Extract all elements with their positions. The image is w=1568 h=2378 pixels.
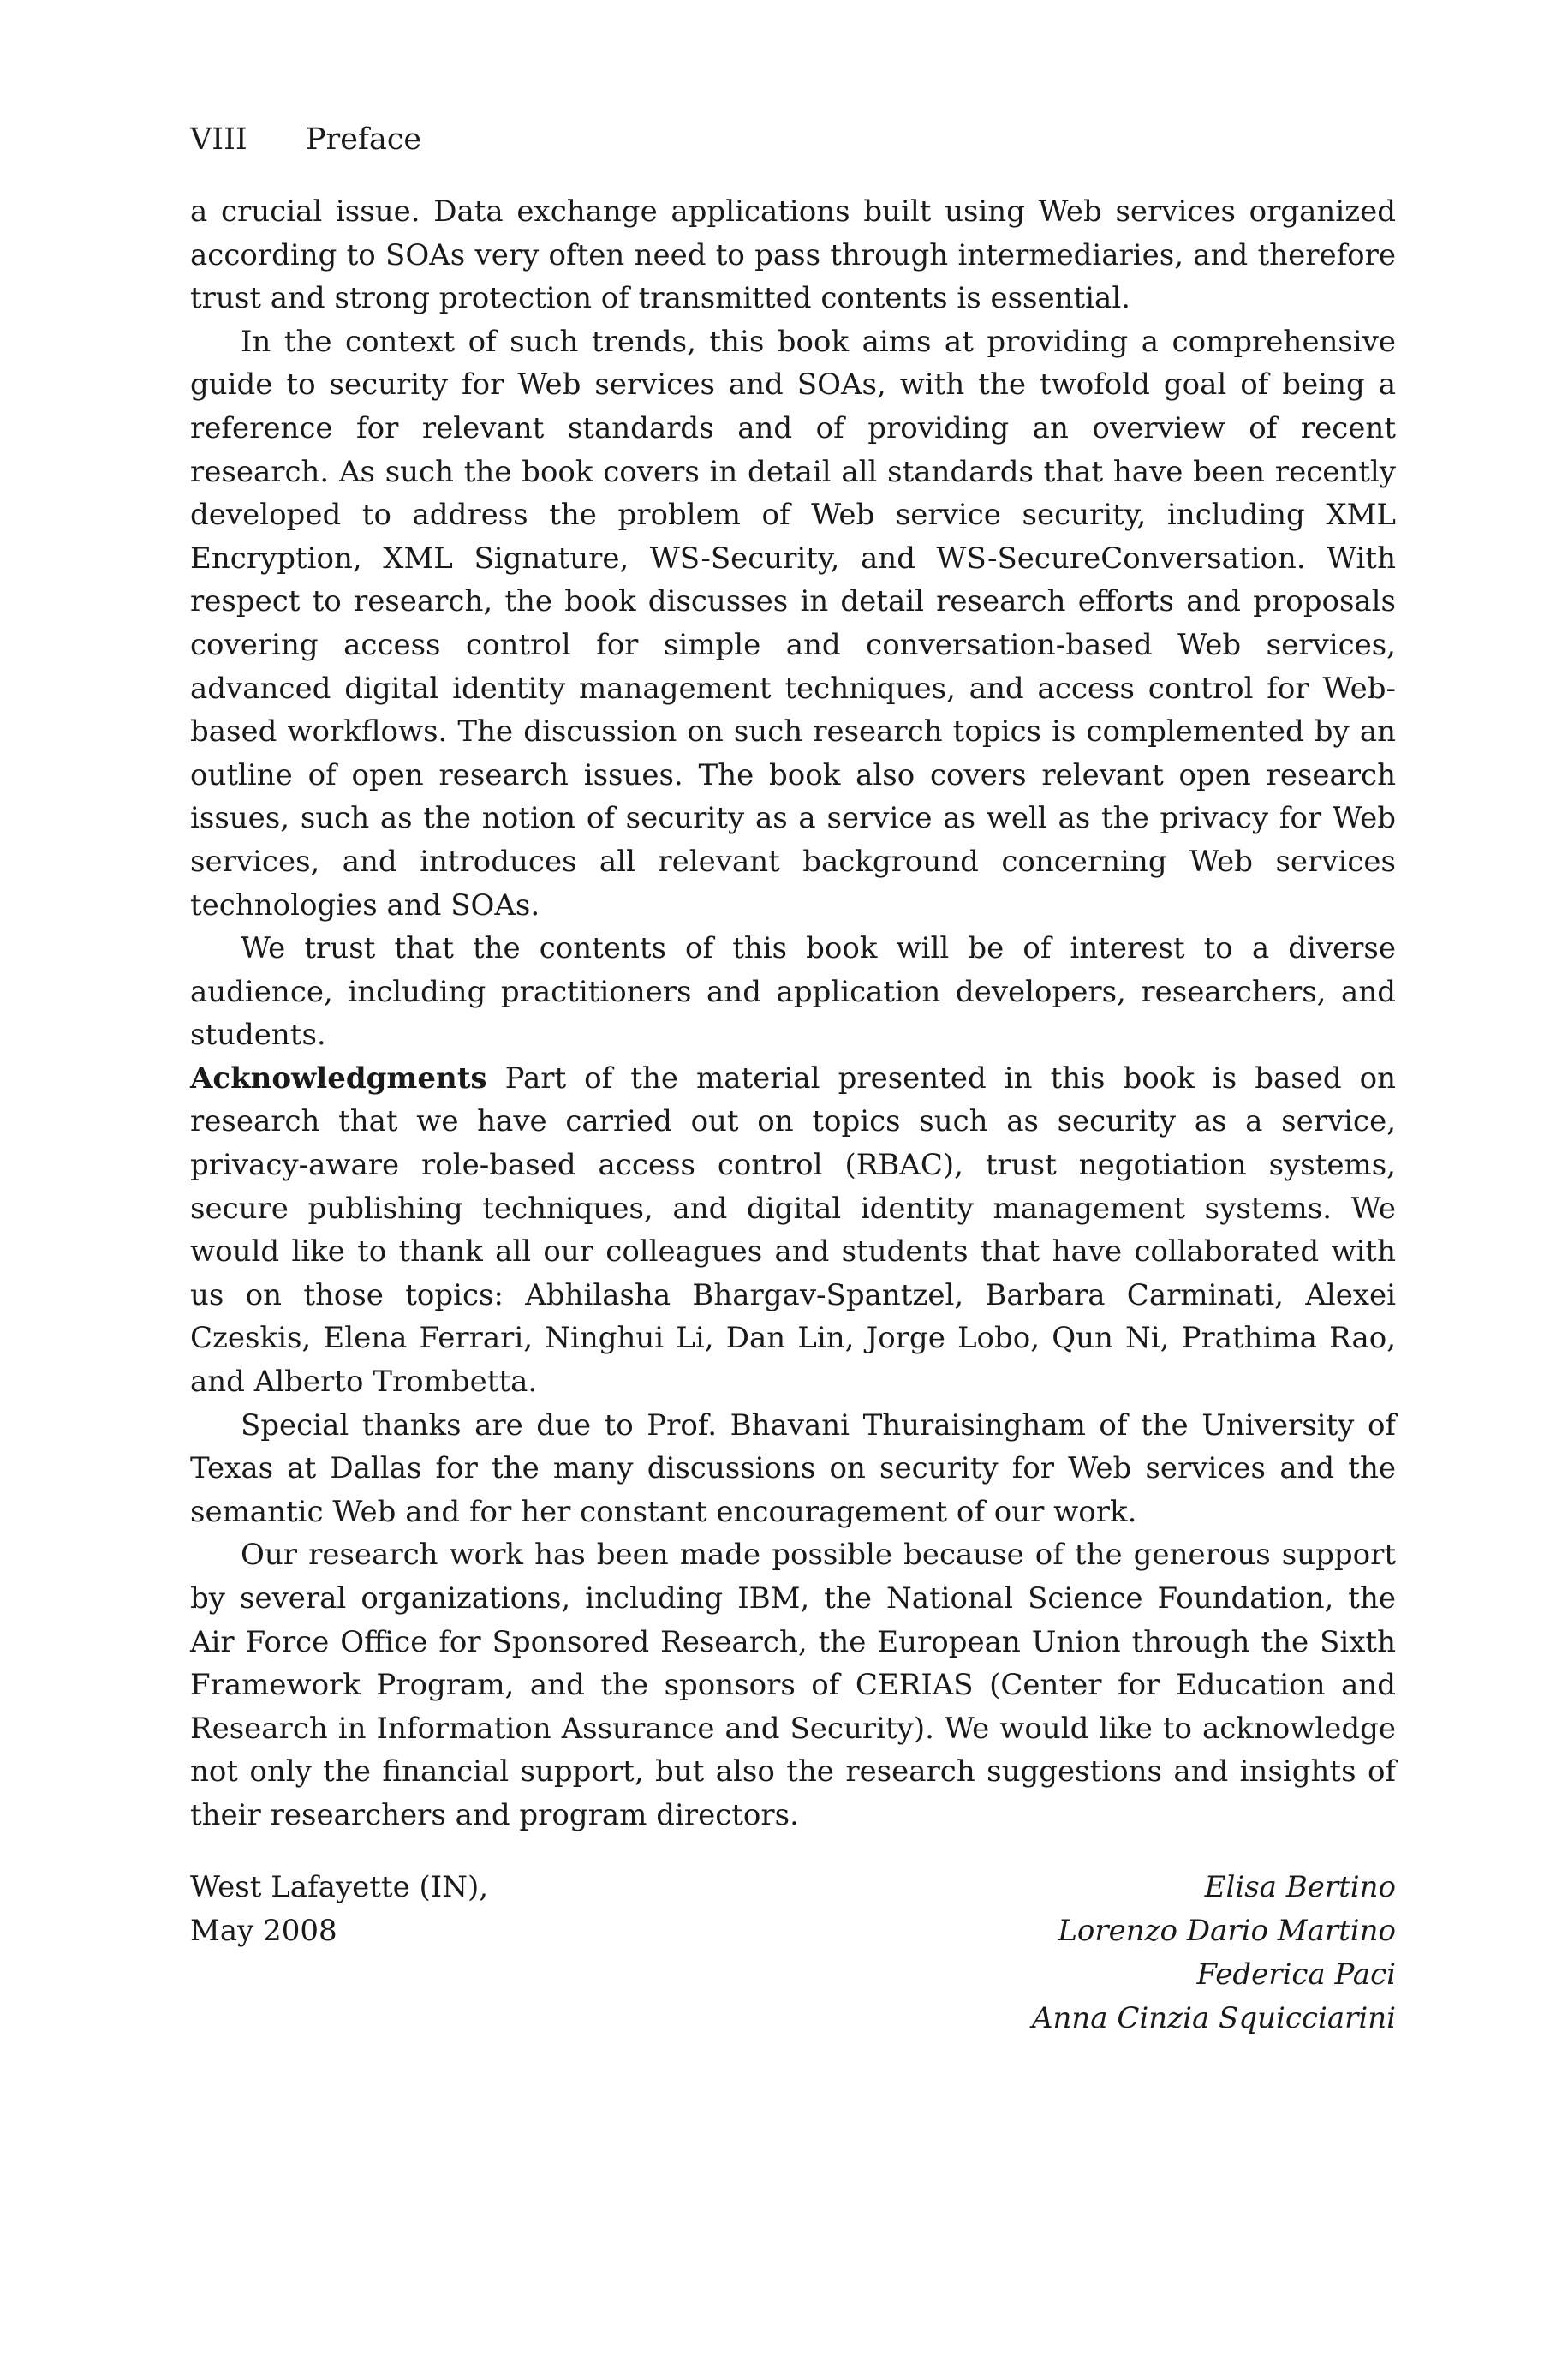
paragraph-funding: Our research work has been made possible because of the generous support by several organizations, including IBM, the National Science Foundation, the Air Force Office for Sponsored Research, the European Union through the Sixth Framework Program, and the sponsors of CERIAS (Center for Education and Research in Information Assurance and Security). We would like to acknowledge not only the financial support, but also the research suggestions and insights of their researchers and program directors. [190, 1538, 1396, 1832]
paragraph-audience: We trust that the contents of this book will be of interest to a diverse audience, including practitioners and application developers, researchers, and students. [190, 931, 1396, 1053]
author-name: Federica Paci [1196, 1957, 1396, 1992]
book-page [190, 118, 1396, 2260]
running-title: Preface [306, 122, 422, 157]
author-list [1032, 1866, 1396, 2040]
author-name: Lorenzo Dario Martino [1058, 1914, 1396, 1948]
signature-block [190, 1866, 1396, 2054]
author-name: Anna Cinzia Squicciarini [1031, 2001, 1396, 2035]
paragraph-special-thanks: Special thanks are due to Prof. Bhavani Thuraisingham of the University of Texas at Dallas for the many discussions on security for Web services and the semantic Web and for her constant encouragement of our work. [190, 1407, 1396, 1529]
page-number: VIII [190, 122, 247, 157]
acknowledgments-heading: Acknowledgments [190, 1061, 487, 1096]
date: May 2008 [190, 1914, 337, 1948]
preface-body [190, 190, 1396, 1837]
running-head [190, 118, 421, 161]
author-name: Elisa Bertino [1204, 1870, 1396, 1904]
paragraph-continuation: a crucial issue. Data exchange applications built using Web services organized according to SOAs very often need to pass through intermediaries, and therefore trust and strong protection of transmitted contents is essential. [190, 194, 1396, 316]
acknowledgments-text: Part of the material presented in this book is based on research that we have carried out on topics such as security as a service, privacy-aware role-based access control (RBAC), trust negotiation systems, secure publishing techniques, and digital identity management systems. We would like to thank all our colleagues and students that have collaborated with us on those topics: Abhilasha Bhargav-Spantzel, Barbara Carminati, Alexei Czeskis, Elena Ferrari, Ninghui Li, Dan Lin, Jorge Lobo, Qun Ni, Prathima Rao, and Alberto Trombetta. [190, 1061, 1396, 1400]
paragraph-book-scope: In the context of such trends, this book aims at providing a comprehensive guide to security for Web services and SOAs, with the twofold goal of being a reference for relevant standards and of providing an overview of recent research. As such the book covers in detail all standards that have been recently developed to address the problem of Web service security, including XML Encryption, XML Signature, WS-Security, and WS-SecureConversation. With respect to research, the book discusses in detail research efforts and proposals covering access control for simple and conversation-based Web services, advanced digital identity management techniques, and access control for Web-based workflows. The discussion on such research topics is complemented by an outline of open research issues. The book also covers relevant open research issues, such as the notion of security as a service as well as the privacy for Web services, and introduces all relevant background concerning Web services technologies and SOAs. [190, 324, 1396, 923]
place: West Lafayette (IN), [190, 1870, 489, 1904]
place-date [190, 1866, 488, 1953]
paragraph-acknowledgments [190, 1057, 1396, 1404]
